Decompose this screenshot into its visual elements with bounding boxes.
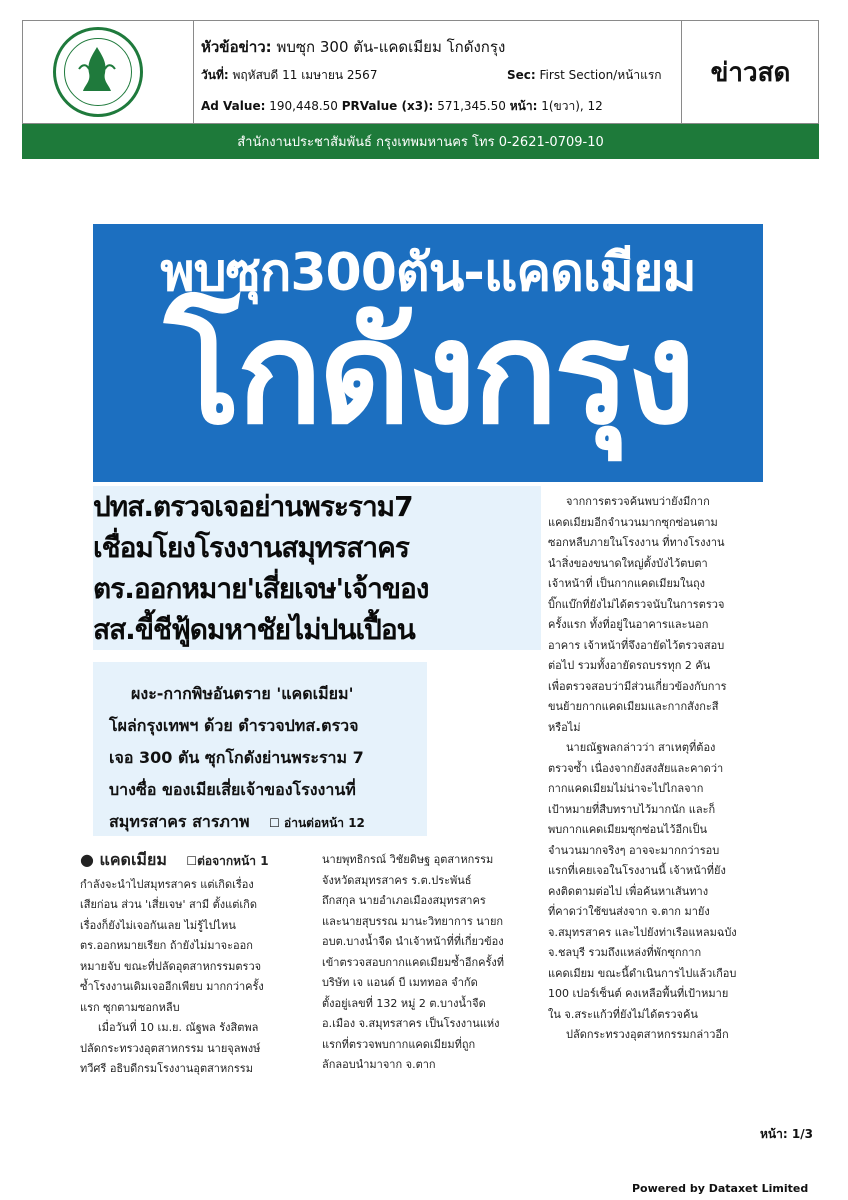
clipping-header <box>22 20 819 124</box>
body-line: กากแคดเมียมไม่น่าจะไปไกลจาก <box>548 782 704 795</box>
lead-line: เจอ 300 ตัน ซุกโกดังย่านพระราม 7 <box>109 748 364 767</box>
body-line: จากการตรวจค้นพบว่ายังมีกาก <box>566 495 710 508</box>
lead-line: สมุทรสาคร สารภาพ <box>109 812 250 831</box>
body-line: จำนวนมากจริงๆ อาจจะมากกว่ารอบ <box>548 843 720 857</box>
seal-inner-ring <box>64 38 132 106</box>
ad-value: 190,448.50 <box>269 99 338 113</box>
section-label: Sec: <box>507 68 536 82</box>
body-line: ต่อไป รวมทั้งอายัดรถบรรทุก 2 คัน <box>548 659 711 672</box>
body-line: เรื่องก็ยังไม่เจอกันเลย ไม่รู้ไปไหน <box>80 918 236 932</box>
subheadline-line: เชื่อมโยงโรงงานสมุทรสาคร <box>93 531 409 564</box>
source-cell <box>681 21 819 123</box>
lead-line: โผล่กรุงเทพฯ ด้วย ตำรวจปทส.ตรวจ <box>109 716 359 735</box>
body-line: อบต.บางน้ำจืด นำเจ้าหน้าที่ที่เกี่ยวข้อง <box>322 935 504 948</box>
body-line: นายพุทธิกรณ์ วิชัยดิษฐ อุตสาหกรรม <box>322 853 494 866</box>
headline-line-2: โกดังกรุง <box>164 291 692 456</box>
body-line: จ.สมุทรสาคร และไปยังท่าเรือแหลมฉบัง <box>548 925 737 939</box>
body-line: แคดเมียมอีกจำนวนมากซุกซ่อนตาม <box>548 515 718 529</box>
headline-label: หัวข้อข่าว: <box>201 38 272 56</box>
ad-value-label: Ad Value: <box>201 99 266 113</box>
body-line: ปลัดกระทรวงอุตสาหกรรม นายจุลพงษ์ <box>80 1041 261 1055</box>
body-line: หรือไม่ <box>548 720 581 734</box>
body-line: นำสิ่งของขนาดใหญ่ตั้งบังไว้ตบตา <box>548 556 708 570</box>
pr-value-label: PRValue (x3): <box>341 99 434 113</box>
page-label: หน้า: <box>509 99 538 113</box>
body-line: ใน จ.สระแก้วที่ยังไม่ได้ตรวจค้น <box>548 1007 698 1021</box>
date-value: พฤหัสบดี 11 เมษายน 2567 <box>232 68 378 82</box>
body-line: ขนย้ายกากแคดเมียมและกากสังกะสี <box>548 700 719 713</box>
page-number-value: 1/3 <box>791 1127 813 1141</box>
logo-cell <box>23 21 194 123</box>
body-line: ซอกหลืบภายในโรงงาน ที่ทางโรงงาน <box>548 536 725 549</box>
body-line: และนายสุบรรณ มานะวิทยาการ นายก <box>322 914 504 928</box>
lead-line: บางซื่อ ของเมียเสี่ยเจ้าของโรงงานที่ <box>109 780 356 799</box>
body-line: เมื่อวันที่ 10 เม.ย. ณัฐพล รังสิตพล <box>98 1021 259 1034</box>
date-label: วันที่: <box>201 68 229 82</box>
body-line: ครั้งแรก ทั้งที่อยู่ในอาคารและนอก <box>548 618 709 631</box>
body-line: อาคาร เจ้าหน้าที่จึงอายัดไว้ตรวจสอบ <box>548 638 725 652</box>
body-line: ตร.ออกหมายเรียก ถ้ายังไม่มาจะออก <box>80 939 253 952</box>
headline-value: พบซุก 300 ตัน-แคดเมียม โกดังกรุง <box>276 38 506 56</box>
body-line: ถึกสกุล นายอำเภอเมืองสมุทรสาคร <box>322 894 486 907</box>
continuation-tag: ● แคดเมียม <box>80 850 167 869</box>
lead-line: ผงะ-กากพิษอันตราย 'แคดเมียม' <box>131 684 354 703</box>
body-line: หมายจับ ขณะที่ปลัดอุตสาหกรรมตรวจ <box>80 959 262 973</box>
body-line: ทวีศรี อธิบดีกรมโรงงานอุตสาหกรรม <box>80 1062 253 1075</box>
body-line: แรกที่เคยเจอในโรงงานนี้ เจ้าหน้าที่ยัง <box>548 864 726 877</box>
continuation-tag-row <box>80 850 316 873</box>
body-line: แคดเมียม ขณะนี้ดำเนินการไปแล้วเกือบ <box>548 966 737 980</box>
body-line: ที่คาดว่าใช้ขนส่งจาก จ.ตาก มายัง <box>548 905 710 918</box>
body-line: บริษัท เจ แอนด์ บี เมททอล จำกัด <box>322 976 478 989</box>
continuation-note: ☐ต่อจากหน้า 1 <box>186 854 269 868</box>
continue-note: ☐ อ่านต่อหน้า 12 <box>269 816 365 830</box>
bma-seal-logo-icon <box>53 27 143 117</box>
body-line: ซ้ำโรงงานเดิมเจออีกเพียบ มากกว่าครั้ง <box>80 980 264 993</box>
page-value: 1(ขวา), 12 <box>541 99 603 113</box>
body-line: กำลังจะนำไปสมุทรสาคร แต่เกิดเรื่อง <box>80 877 254 891</box>
body-line: พบกากแคดเมียมซุกซ่อนไว้อีกเป็น <box>548 823 707 836</box>
body-line: แรก ซุกตามซอกหลืบ <box>80 1000 180 1014</box>
body-line: เสียก่อน ส่วน 'เสี่ยเจษ' สามี ตั้งแต่เกิด <box>80 898 257 911</box>
body-line: จังหวัดสมุทรสาคร ร.ต.ประพันธ์ <box>322 873 472 887</box>
body-line: จ.ชลบุรี รวมถึงแหล่งที่พักซุกกาก <box>548 946 702 959</box>
body-line: แรกที่ตรวจพบกากแคดเมียมที่ถูก <box>322 1037 476 1051</box>
body-line: ตั้งอยู่เลขที่ 132 หมู่ 2 ต.บางน้ำจืด <box>322 996 486 1010</box>
body-line: เป้าหมายที่สืบทราบไว้มากนัก และก็ <box>548 802 716 816</box>
office-bar <box>22 124 819 159</box>
subheadline-line: ปทส.ตรวจเจอย่านพระราม7 <box>93 490 413 523</box>
body-line: ตรวจซ้ำ เนื่องจากยังสงสัยและคาดว่า <box>548 761 724 775</box>
body-line: ปลัดกระทรวงอุตสาหกรรมกล่าวอีก <box>566 1028 729 1041</box>
lead-line-last <box>109 806 413 839</box>
continuation-column-2 <box>322 850 538 1076</box>
body-line: คงติดตามต่อไป เพื่อค้นหาเส้นทาง <box>548 884 709 898</box>
body-line: เพื่อตรวจสอบว่ามีส่วนเกี่ยวข้องกับการ <box>548 679 727 693</box>
subheadline-block <box>93 486 541 650</box>
body-line: บิ๊กแบ๊กที่ยังไม่ได้ตรวจนับในการตรวจ <box>548 597 725 611</box>
seal-emblem-icon <box>65 39 130 104</box>
office-text: สำนักงานประชาสัมพันธ์ กรุงเทพมหานคร โทร 0-2621-0709-10 <box>237 135 604 150</box>
body-line: เจ้าหน้าที่ เป็นกากแคดเมียมในถุง <box>548 577 706 590</box>
page-number <box>760 1125 813 1144</box>
subheadline-line: ตร.ออกหมาย'เสี่ยเจษ'เจ้าของ <box>93 572 429 605</box>
lead-block <box>93 662 427 836</box>
pr-value: 571,345.50 <box>437 99 506 113</box>
body-line: อ.เมือง จ.สมุทรสาคร เป็นโรงงานแห่ง <box>322 1017 500 1030</box>
subheadline-line: สส.ขี้ชีฟู้ดมหาชัยไม่ปนเปื้อน <box>93 613 415 646</box>
headline-line-1: พบซุก300ตัน-แคดเมียม <box>160 243 696 303</box>
body-line: เข้าตรวจสอบกากแคดเมียมซ้ำอีกครั้งที่ <box>322 955 505 969</box>
body-line: ลักลอบนำมาจาก จ.ตาก <box>322 1058 436 1071</box>
clipping-info <box>201 21 681 123</box>
body-line: 100 เปอร์เซ็นต์ คงเหลือพื้นที่เป้าหมาย <box>548 987 729 1000</box>
section-value: First Section/หน้าแรก <box>539 68 662 82</box>
powered-by: Powered by Dataxet Limited <box>632 1182 809 1195</box>
body-line: นายณัฐพลกล่าวว่า สาเหตุที่ต้อง <box>566 741 716 754</box>
source-name: ข่าวสด <box>710 56 791 87</box>
continuation-column-1 <box>80 850 316 1080</box>
headline-block <box>93 224 763 482</box>
page-number-label: หน้า: <box>760 1127 788 1141</box>
right-column <box>548 492 776 1046</box>
